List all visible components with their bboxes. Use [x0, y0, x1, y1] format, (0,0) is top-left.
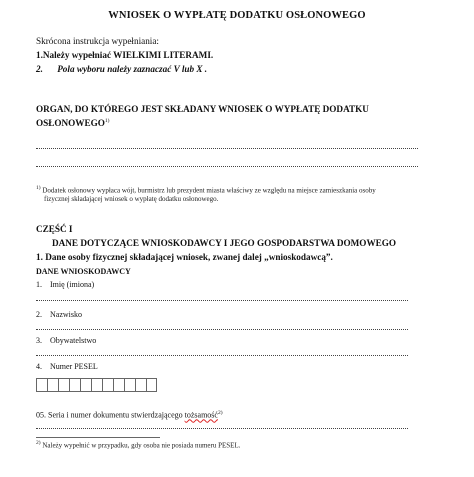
pesel-input[interactable]: [36, 378, 157, 392]
pesel-digit-box[interactable]: [91, 378, 102, 392]
field-citizenship-label: [36, 336, 96, 345]
instruction-2-text: Pola wyboru należy zaznaczać V lub X .: [57, 64, 208, 74]
field-surname-label: [36, 310, 82, 319]
instruction-item-2: [36, 64, 207, 74]
instructions-heading: Skrócona instrukcja wypełniania:: [36, 36, 159, 46]
first-name-input-line[interactable]: [36, 300, 408, 301]
pesel-digit-box[interactable]: [69, 378, 80, 392]
field-1-label: Imię (imiona): [50, 280, 95, 289]
citizenship-input-line[interactable]: [36, 355, 408, 356]
part-subheading: 1. Dane osoby fizycznej składającej wniosek, zwanej dalej „wnioskodawcą”.: [36, 252, 333, 262]
part-label: CZĘŚĆ I: [36, 224, 73, 234]
pesel-digit-box[interactable]: [58, 378, 69, 392]
field-3-label: Obywatelstwo: [50, 336, 97, 345]
organ-footnote-ref: 1): [104, 118, 110, 124]
field-2-number: 2.: [36, 310, 42, 319]
field-id-document-label: [36, 410, 223, 420]
pesel-digit-box[interactable]: [80, 378, 91, 392]
field-1-number: 1.: [36, 280, 42, 289]
field-5-footnote-ref: 2): [217, 410, 223, 416]
pesel-digit-box[interactable]: [36, 378, 47, 392]
footnote-2: [36, 440, 240, 449]
footnote-1-marker: 1): [36, 185, 41, 191]
field-2-label: Nazwisko: [50, 310, 82, 319]
field-5-word: tożsamość: [184, 410, 218, 420]
form-title: WNIOSEK O WYPŁATĘ DODATKU OSŁONOWEGO: [108, 10, 366, 21]
instruction-1-number: 1.: [36, 50, 43, 60]
organ-heading-text: OSŁONOWEGO: [36, 118, 105, 129]
applicant-section-heading: DANE WNIOSKODAWCY: [36, 267, 131, 276]
organ-line-1[interactable]: [36, 148, 418, 149]
surname-input-line[interactable]: [36, 329, 408, 330]
pesel-digit-box[interactable]: [102, 378, 113, 392]
footnote-separator: [36, 437, 160, 438]
instruction-item-1: [36, 50, 213, 60]
pesel-digit-box[interactable]: [124, 378, 135, 392]
part-heading: DANE DOTYCZĄCE WNIOSKODAWCY I JEGO GOSPODARSTWA DOMOWEGO: [52, 238, 397, 248]
pesel-digit-box[interactable]: [135, 378, 146, 392]
organ-line-2[interactable]: [36, 166, 418, 167]
pesel-digit-box[interactable]: [113, 378, 124, 392]
field-4-label: Numer PESEL: [50, 362, 98, 371]
footnote-1-line2: fizycznej składającej wniosek o wypłatę dodatku osłonowego.: [44, 195, 219, 203]
footnote-2-text: Należy wypełnić w przypadku, gdy osoba nie posiada numeru PESEL.: [42, 441, 241, 450]
pesel-digit-box[interactable]: [47, 378, 58, 392]
field-3-number: 3.: [36, 336, 42, 345]
field-4-number: 4.: [36, 362, 42, 371]
instruction-2-number: 2.: [36, 64, 43, 74]
pesel-digit-box[interactable]: [146, 378, 157, 392]
organ-heading-line2: [36, 118, 110, 128]
field-5-prefix: 05. Seria i numer dokumentu stwierdzającego: [36, 410, 185, 420]
id-document-input-line[interactable]: [36, 428, 408, 429]
organ-heading-line1: ORGAN, DO KTÓREGO JEST SKŁADANY WNIOSEK O WYPŁATĘ DODATKU: [36, 104, 369, 114]
footnote-1-text: Dodatek osłonowy wypłaca wójt, burmistrz lub prezydent miasta właściwy ze względu na miejsce zamieszkania osoby: [42, 186, 376, 195]
footnote-1-line1: [36, 185, 376, 194]
footnote-2-marker: 2): [36, 440, 41, 446]
instruction-1-text: Należy wypełniać WIELKIMI LITERAMI.: [42, 50, 214, 60]
field-first-name-label: [36, 280, 94, 289]
field-pesel-label: [36, 362, 98, 371]
